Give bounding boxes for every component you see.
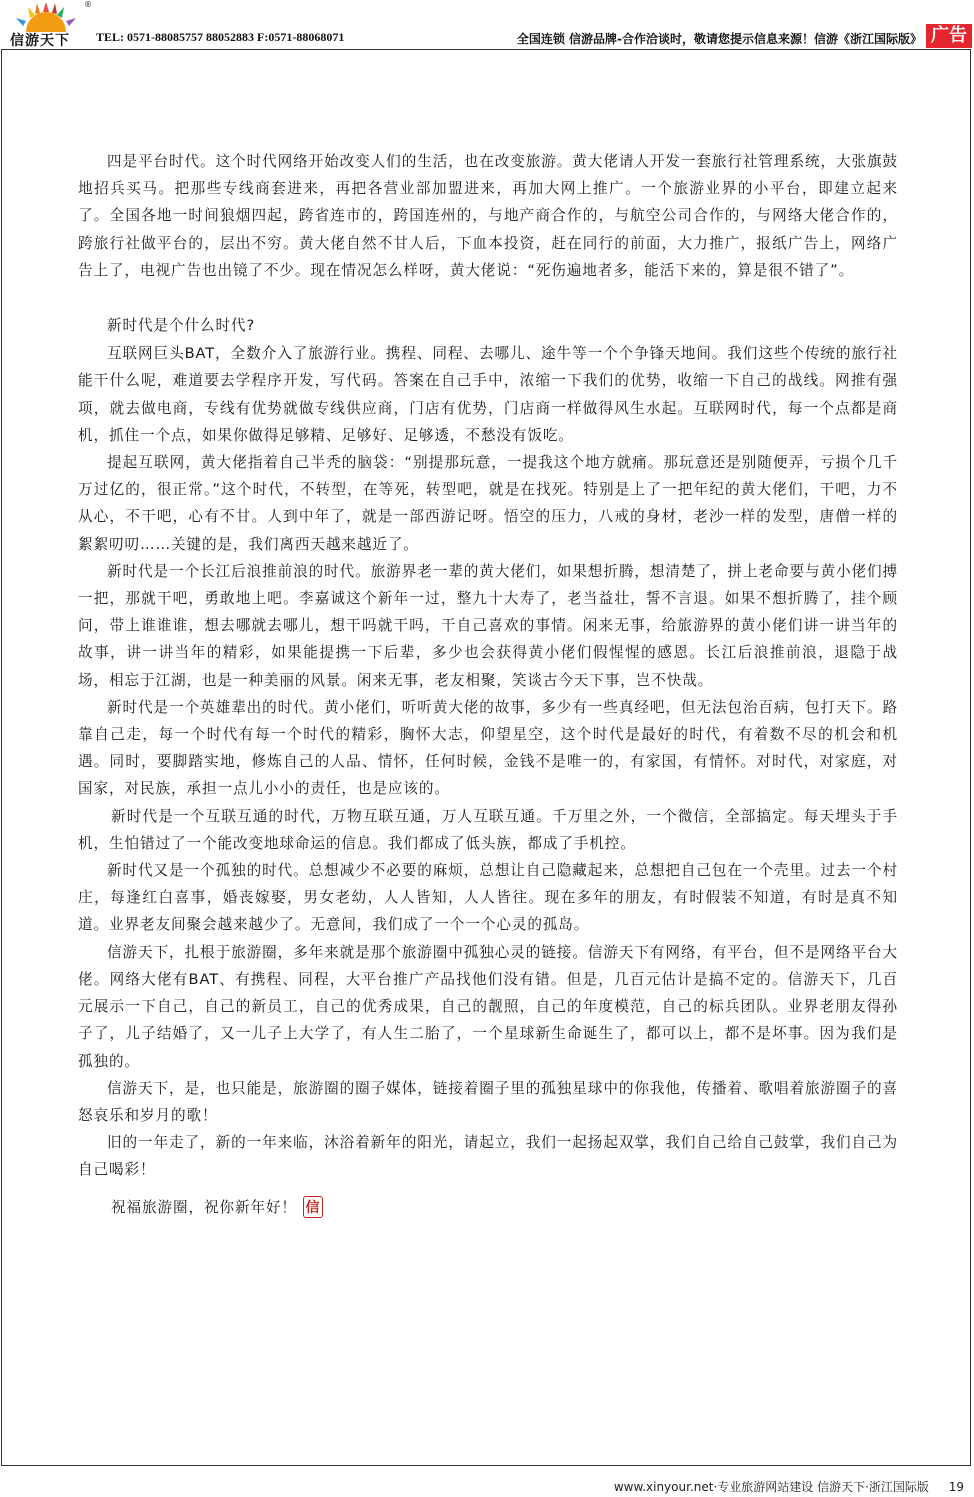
paragraph-internet-pain: 提起互联网，黄大佬指着自己半秃的脑袋：“别提那玩意，一提我这个地方就痛。那玩意还是别随便弄，亏损个几千万过亿的，很正常。”这个时代，不转型，在等死，转型吧，就是在找死。特别是上了一把年纪的黄大佬们，干吧，力不从心，不干吧，心有不甘。人到中年了，就是一部西游记呀。悟空的压力，八戒的身材，老沙一样的发型，唐僧一样的絮絮叨叨……关键的是，我们离西天越来越近了。 bbox=[78, 454, 898, 553]
logo-text: 信游天下 bbox=[10, 33, 70, 49]
page-number: 19 bbox=[948, 1480, 964, 1494]
paragraph-new-year: 旧的一年走了，新的一年来临，沐浴着新年的阳光，请起立，我们一起扬起双掌，我们自己给自己鼓掌，我们自己为自己喝彩！ bbox=[78, 1134, 898, 1179]
paragraph-platform-era: 四是平台时代。这个时代网络开始改变人们的生活，也在改变旅游。黄大佬请人开发一套旅行社管理系统，大张旗鼓地招兵买马。把那些专线商套进来，再把各营业部加盟进来，再加大网上推广。一个旅游业界的小平台，即建立起来了。全国各地一时间狼烟四起，跨省连市的，跨国连州的，与地产商合作的，与航空公司合作的，与网络大佬合作的，跨旅行社做平台的，层出不穷。黄大佬自然不甘人后，下血本投资，赶在同行的前面，大力推广，报纸广告上，网络广告上了，电视广告也出镜了不少。现在情况怎么样呀，黄大佬说：“死伤遍地者多，能活下来的，算是很不错了”。 bbox=[78, 153, 898, 279]
paragraph-heroes: 新时代是一个英雄辈出的时代。黄小佬们，听听黄大佬的故事，多少有一些真经吧，但无法包治百病，包打天下。路靠自己走，每一个时代有每一个时代的精彩，胸怀大志，仰望星空，这个时代是最好的时代，有着数不尽的机会和机遇。同时，要脚踏实地，修炼自己的人品、情怀，任何时候，金钱不是唯一的，有家国，有情怀。对时代，对家庭，对国家，对民族，承担一点儿小小的责任，也是应该的。 bbox=[78, 698, 898, 798]
paragraph-internet-giants: 互联网巨头BAT，全数介入了旅游行业。携程、同程、去哪儿、途牛等一个个争锋天地间。我们这些个传统的旅行社能干什么呢，难道要去学程序开发，写代码。答案在自己手中，浓缩一下我们的优势，收缩一下自己的战线。网推有强项，就去做电商，专线有优势就做专线供应商，门店有优势，门店商一样做得风生水起。互联网时代，每一个点都是商机，抓住一个点，如果你做得足够精、足够好、足够透，不愁没有饭吃。 bbox=[78, 345, 898, 444]
seal-stamp-icon: 信 bbox=[303, 1196, 323, 1218]
article-body bbox=[78, 148, 898, 1221]
paragraph-lonely: 新时代又是一个孤独的时代。总想减少不必要的麻烦，总想让自己隐藏起来，总想把自己包在一个壳里。过去一个村庄，每逢红白喜事，婚丧嫁娶，男女老幼，人人皆知，人人皆往。现在多年的朋友，有时假装不知道，有时是真不知道。业界老友间聚会越来越少了。无意间，我们成了一个一个心灵的孤岛。 bbox=[78, 862, 898, 934]
page-header bbox=[0, 0, 974, 50]
header-slogan: 全国连锁 信游品牌-合作洽谈时，敬请您提示信息来源！信游《浙江国际版》 bbox=[516, 32, 922, 46]
closing-line bbox=[78, 1194, 898, 1221]
registered-mark-icon: ® bbox=[84, 0, 92, 9]
footer-text: www.xinyour.net·专业旅游网站建设 信游天下·浙江国际版 bbox=[613, 1480, 929, 1494]
page-footer bbox=[614, 1478, 964, 1495]
ad-badge: 广告 bbox=[926, 24, 972, 48]
sun-logo-icon bbox=[4, 0, 88, 34]
contact-info: TEL: 0571-88085757 88052883 F:0571-88068071 bbox=[96, 30, 345, 44]
paragraph-new-wave: 新时代是一个长江后浪推前浪的时代。旅游界老一辈的黄大佬们，如果想折腾，想清楚了，拼上老命要与黄小佬们搏一把，那就干吧，勇敢地上吧。李嘉诚这个新年一过，整九十大寿了，老当益壮，誓不言退。如果不想折腾了，挂个顾问，带上谁谁谁，想去哪就去哪儿，想干吗就干吗，干自己喜欢的事情。闲来无事，给旅游界的黄小佬们讲一讲当年的故事，讲一讲当年的精彩，如果能提携一下后辈，多少也会获得黄小佬们假惺惺的感恩。长江后浪推前浪，退隐于战场，相忘于江湖，也是一种美丽的风景。闲来无事，老友相聚，笑谈古今天下事，岂不快哉。 bbox=[78, 562, 898, 689]
closing-text: 祝福旅游圈，祝你新年好！ bbox=[111, 1198, 297, 1216]
paragraph-connected: 新时代是一个互联互通的时代，万物互联互通，万人互联互通。千万里之外，一个微信，全部搞定。每天埋头于手机，生怕错过了一个能改变地球命运的信息。我们都成了低头族，都成了手机控。 bbox=[78, 807, 898, 852]
paragraph-xinyou: 信游天下，扎根于旅游圈，多年来就是那个旅游圈中孤独心灵的链接。信游天下有网络，有平台，但不是网络平台大佬。网络大佬有BAT、有携程、同程，大平台推广产品找他们没有错。但是，几百元估计是搞不定的。信游天下，几百元展示一下自己，自己的新员工，自己的优秀成果，自己的靓照，自己的年度模范，自己的标兵团队。业界老朋友得孙子了，儿子结婚了，又一儿子上大学了，有人生二胎了，一个星球新生命诞生了，都可以上，都不是坏事。因为我们是孤独的。 bbox=[78, 943, 898, 1070]
brand-logo bbox=[4, 0, 92, 49]
paragraph-question: 新时代是个什么时代? bbox=[107, 317, 256, 335]
paragraph-circle-media: 信游天下，是，也只能是，旅游圈的圈子媒体，链接着圈子里的孤独星球中的你我他，传播着、歌唱着旅游圈子的喜怒哀乐和岁月的歌！ bbox=[78, 1079, 898, 1124]
